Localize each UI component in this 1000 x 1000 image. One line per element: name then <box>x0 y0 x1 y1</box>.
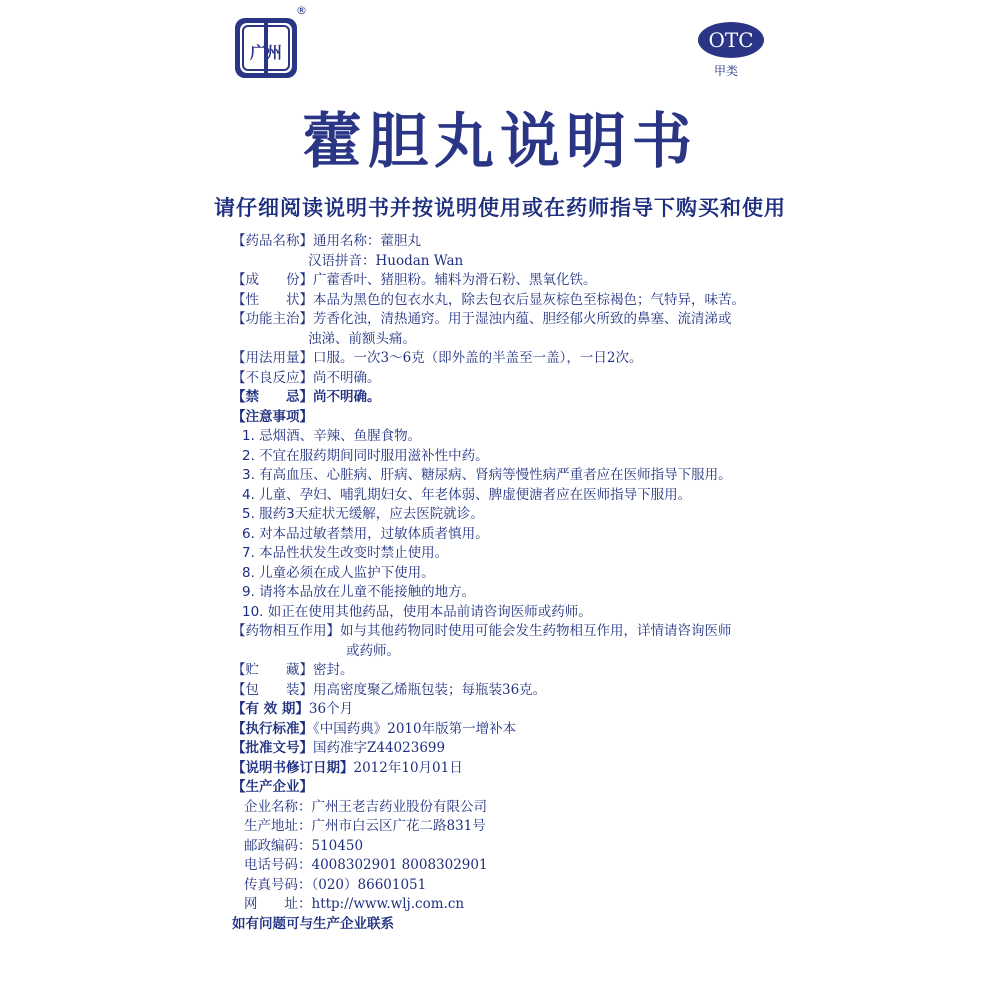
field-value: 口服。一次3～6克（即外盖的半盖至一盖），一日2次。 <box>313 350 643 366</box>
field-value: 国药准字Z44023699 <box>313 740 446 756</box>
field-value: 密封。 <box>313 662 354 678</box>
field-name <box>232 232 792 252</box>
otc-badge: OTC <box>698 22 764 58</box>
field-manufacturer <box>232 778 792 798</box>
manufacturer-address: 生产地址：广州市白云区广花二路831号 <box>244 818 486 834</box>
logo-text: 广州 <box>249 43 283 62</box>
field-adverse <box>232 369 792 389</box>
field-value: 用高密度聚乙烯瓶包装；每瓶装36克。 <box>313 681 547 698</box>
precaution-item: 8. 儿童必须在成人监护下使用。 <box>242 564 435 581</box>
field-label: 【生产企业】 <box>232 779 313 795</box>
manufacturer-phone: 电话号码：4008302901 8008302901 <box>244 857 488 873</box>
field-interactions <box>232 622 792 642</box>
company-logo-mark <box>233 16 299 80</box>
field-label: 【禁 忌】 <box>232 389 313 405</box>
otc-category: 甲类 <box>714 64 739 78</box>
field-value: 36个月 <box>308 701 354 717</box>
registered-mark: ® <box>296 4 307 17</box>
leaflet-body <box>232 232 792 934</box>
field-label: 【批准文号】 <box>232 740 313 756</box>
manufacturer-postcode: 邮政编码：510450 <box>244 837 364 854</box>
page-subtitle: 请仔细阅读说明书并按说明使用或在药师指导下购买和使用 <box>214 196 786 220</box>
field-label: 【执行标准】 <box>232 720 313 737</box>
field-composition <box>232 271 792 291</box>
field-value: 汉语拼音：Huodan Wan <box>308 252 464 269</box>
precaution-item: 7. 本品性状发生改变时禁止使用。 <box>242 545 449 561</box>
precaution-item: 3. 有高血压、心脏病、肝病、糖尿病、肾病等慢性病严重者应在医师指导下服用。 <box>242 467 732 483</box>
field-interactions-cont <box>232 642 792 662</box>
field-label: 【性 状】 <box>232 291 313 308</box>
field-label: 【包 装】 <box>232 681 313 698</box>
field-label: 【有 效 期】 <box>232 701 309 717</box>
field-approval <box>232 739 792 759</box>
precaution-item: 9. 请将本品放在儿童不能接触的地方。 <box>242 584 476 600</box>
field-precautions <box>232 408 792 428</box>
field-value: 本品为黑色的包衣水丸，除去包衣后显灰棕色至棕褐色；气特异，味苦。 <box>313 291 745 308</box>
field-value: 通用名称：藿胆丸 <box>313 233 421 249</box>
field-value: 芳香化浊，清热通窍。用于湿浊内蕴、胆经郁火所致的鼻塞、流清涕或 <box>313 311 732 327</box>
manufacturer-name: 企业名称：广州王老吉药业股份有限公司 <box>244 798 487 815</box>
field-revision <box>232 759 792 779</box>
field-standard <box>232 720 792 740</box>
field-value: 广藿香叶、猪胆粉。辅料为滑石粉、黑氧化铁。 <box>313 272 597 288</box>
field-indications <box>232 310 792 330</box>
field-storage <box>232 661 792 681</box>
page-title: 藿胆丸说明书 <box>302 107 698 177</box>
field-value: 如与其他药物同时使用可能会发生药物相互作用，详情请咨询医师 <box>340 623 732 639</box>
field-contraindications <box>232 388 792 408</box>
field-label: 【用法用量】 <box>232 350 313 366</box>
manufacturer-website: 网 址：http://www.wlj.com.cn <box>244 896 465 912</box>
field-description <box>232 291 792 311</box>
field-value: 尚不明确。 <box>313 369 381 386</box>
field-label: 【药品名称】 <box>232 233 313 249</box>
field-label: 【成 份】 <box>232 272 313 288</box>
field-label: 【功能主治】 <box>232 311 313 327</box>
field-value: 尚不明确。 <box>313 389 381 405</box>
field-label: 【贮 藏】 <box>232 662 313 678</box>
precaution-item: 6. 对本品过敏者禁用，过敏体质者慎用。 <box>242 525 489 542</box>
company-logo <box>233 16 299 80</box>
precaution-item: 1. 忌烟酒、辛辣、鱼腥食物。 <box>242 428 422 444</box>
field-indications-cont <box>232 330 792 350</box>
manufacturer-fax: 传真号码：（020）86601051 <box>244 876 427 893</box>
field-value: 《中国药典》2010年版第一增补本 <box>313 720 517 737</box>
field-label: 【注意事项】 <box>232 408 313 425</box>
precaution-item: 5. 服药3天症状无缓解，应去医院就诊。 <box>242 506 484 522</box>
field-label: 【药物相互作用】 <box>232 623 340 639</box>
field-validity <box>232 700 792 720</box>
precaution-item: 4. 儿童、孕妇、哺乳期妇女、年老体弱、脾虚便溏者应在医师指导下服用。 <box>242 486 692 503</box>
field-label: 【不良反应】 <box>232 369 313 386</box>
field-value: 或药师。 <box>346 642 400 659</box>
precaution-item: 10. 如正在使用其他药品，使用本品前请咨询医师或药师。 <box>242 603 592 620</box>
field-value: 浊涕、前额头痛。 <box>308 330 416 347</box>
field-dosage <box>232 349 792 369</box>
field-package <box>232 681 792 701</box>
field-pinyin <box>232 252 792 272</box>
precaution-item: 2. 不宜在服药期间同时服用滋补性中药。 <box>242 447 489 464</box>
field-value: 2012年10月01日 <box>353 759 463 776</box>
footer-note: 如有问题可与生产企业联系 <box>232 915 394 932</box>
field-label: 【说明书修订日期】 <box>232 759 354 776</box>
